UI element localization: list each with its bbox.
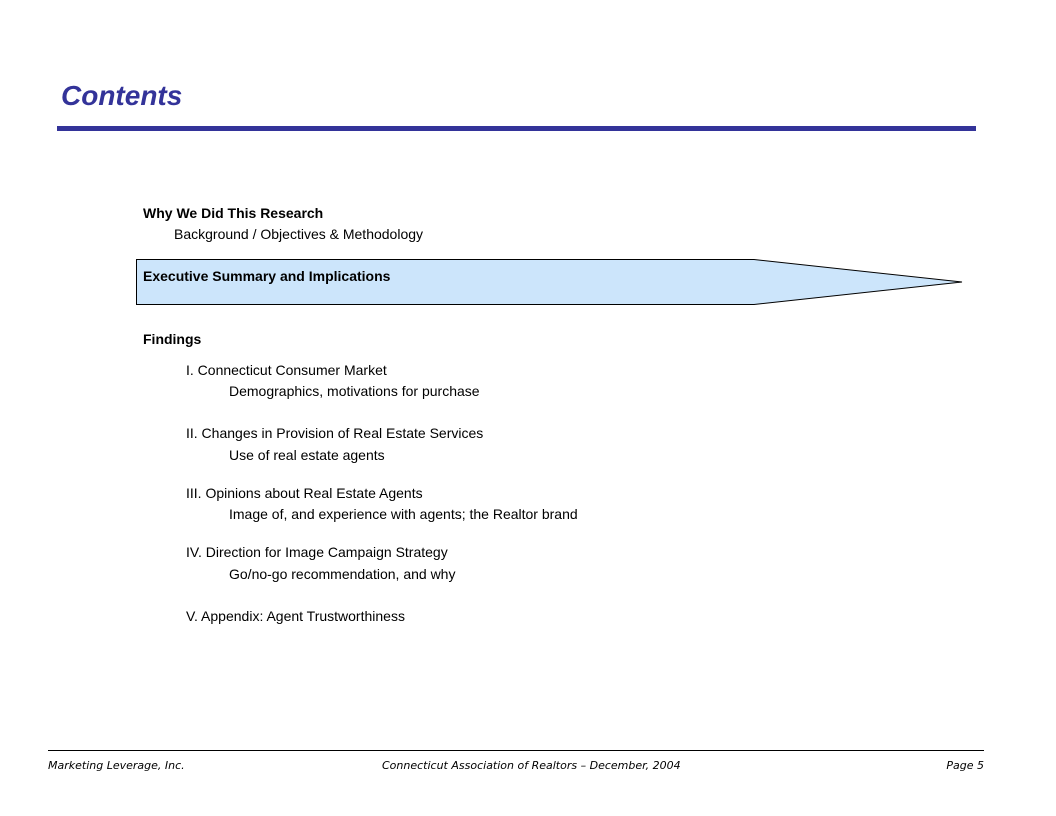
findings-item-3: III. Opinions about Real Estate Agents <box>186 485 423 501</box>
findings-desc-2: Use of real estate agents <box>229 447 385 463</box>
section-heading-why: Why We Did This Research <box>143 205 324 221</box>
footer-client-date: Connecticut Association of Realtors – December, 2004 <box>382 759 681 772</box>
findings-desc-1: Demographics, motivations for purchase <box>229 383 480 399</box>
findings-item-5: V. Appendix: Agent Trustworthiness <box>186 608 405 624</box>
findings-desc-4: Go/no-go recommendation, and why <box>229 566 456 582</box>
page-title: Contents <box>61 80 183 111</box>
section-subtitle-why: Background / Objectives & Methodology <box>174 226 424 242</box>
findings-item-2: II. Changes in Provision of Real Estate Services <box>186 425 484 441</box>
footer-company: Marketing Leverage, Inc. <box>48 759 185 772</box>
findings-desc-3: Image of, and experience with agents; the Realtor brand <box>229 506 578 522</box>
section-heading-findings: Findings <box>143 331 202 347</box>
footer-page-number: Page 5 <box>946 759 984 772</box>
findings-item-4: IV. Direction for Image Campaign Strategy <box>186 544 448 560</box>
findings-item-1: I. Connecticut Consumer Market <box>186 362 387 378</box>
footer-divider <box>48 750 984 751</box>
section-heading-exec: Executive Summary and Implications <box>143 268 391 284</box>
title-divider <box>57 126 976 131</box>
